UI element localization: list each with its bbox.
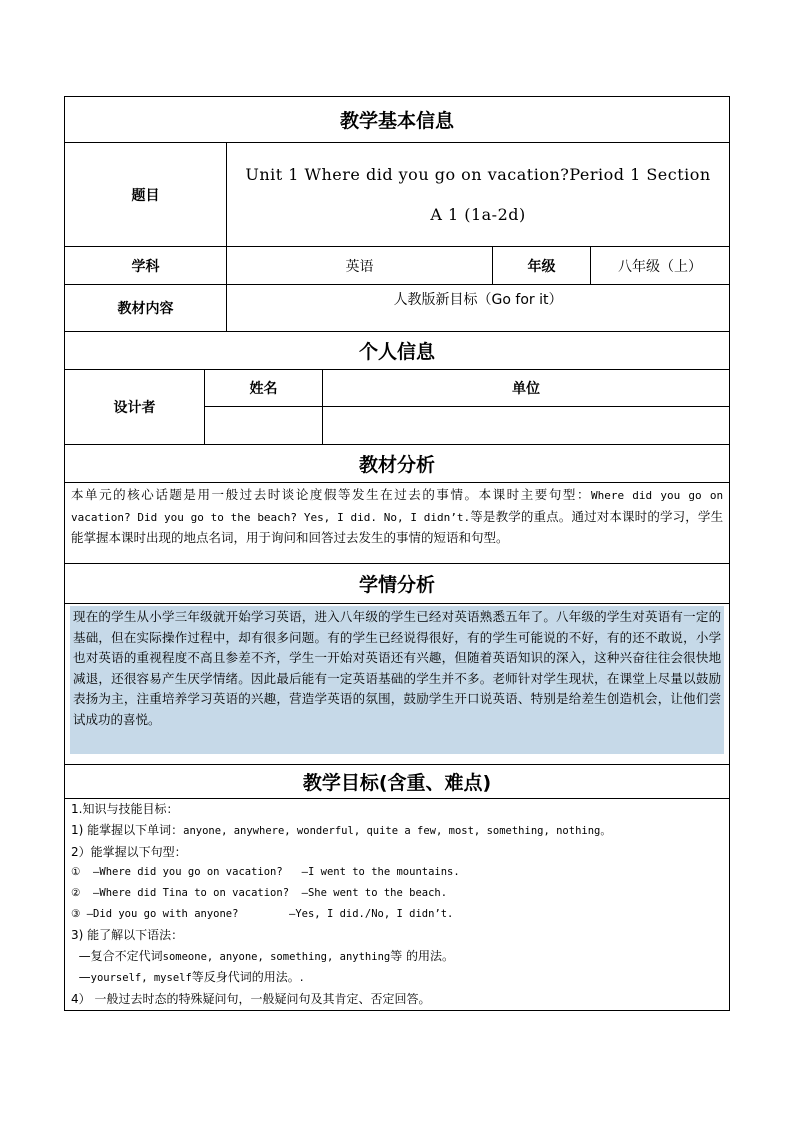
unit-value [323,407,730,445]
teaching-goals-heading: 教学目标(含重、难点) [65,765,730,799]
material-analysis-text-c: 等是教学的重点。通过对本课时的学习，学生能掌握本课时出现的地点名词，用于询问和回答过去发生的事情的短语和句型。 [71,508,724,545]
material-analysis-paragraph [65,483,729,553]
lesson-plan-page [64,96,729,1011]
goal-line-6: ③ —Did you go with anyone? —Yes, I did./No, I didn’t. [71,907,454,920]
goal-line-10: 4） 一般过去时态的特殊疑问句，一般疑问句及其肯定、否定回答。 [71,992,431,1007]
goal-line-5: ② —Where did Tina to on vacation? —She went to the beach. [71,887,448,900]
goal-line-8-c: 等 的用法。 [390,948,455,963]
lesson-plan-table [64,96,730,1011]
learner-analysis-paragraph: 现在的学生从小学三年级就开始学习英语，进入八年级的学生已经对英语熟悉五年了。八年级的学生对英语有一定的基础，但在实际操作过程中，却有很多问题。有的学生已经说得很好，有的学生可能说的不好，有的还不敢说，小学也对英语的重视程度不高且参差不齐，学生一开始对英语还有兴趣，但随着英语知识的深入，这种兴奋往往会很快地减退，还很容易产生厌学情绪。因此最后能有一定英语基础的学生并不多。老师针对学生现状，在课堂上尽量以鼓励表扬为主，注重培养学习英语的兴趣，营造学英语的氛围，鼓励学生开口说英语、特别是给差生创造机会，让他们尝试成功的喜悦。 [70,606,724,754]
goal-line-8-a: —复合不定代词 [71,948,163,963]
personal-info-heading: 个人信息 [65,332,730,370]
goal-line-7: 3) 能了解以下语法： [71,927,184,942]
goal-line-2 [71,820,723,842]
grade-label: 年级 [493,247,591,285]
goal-line-8 [71,946,723,968]
subject-label: 学科 [65,247,227,285]
goal-line-9-b: yourself, myself [90,972,192,985]
goal-line-3: 2）能掌握以下句型： [71,844,187,859]
topic-label: 题目 [65,143,227,247]
subject-value: 英语 [227,247,493,285]
grade-value: 八年级（上） [591,247,730,285]
goal-line-9-a: — [71,970,91,985]
teaching-goals-body [65,799,730,1011]
name-value [205,407,323,445]
goal-line-2-label: 1) 能掌握以下单词： [71,822,184,837]
basic-info-heading: 教学基本信息 [65,97,730,143]
goal-line-1: 1.知识与技能目标： [71,802,179,816]
name-label: 姓名 [205,370,323,407]
teaching-goals-list [65,799,729,1010]
material-value: 人教版新目标（Go for it） [227,285,730,332]
material-analysis-body [65,483,730,564]
goal-line-9 [71,967,723,989]
material-label: 教材内容 [65,285,227,332]
goal-line-9-c: 等反身代词的用法。. [191,970,304,985]
material-analysis-heading: 教材分析 [65,445,730,483]
goal-line-4: ① —Where did you go on vacation? —I went to the mountains. [71,866,460,879]
goal-line-8-b: someone, anyone, something, anything [162,950,391,963]
topic-value [227,143,730,247]
learner-analysis-wrap [65,604,729,761]
learner-analysis-heading: 学情分析 [65,564,730,604]
designer-label: 设计者 [65,370,205,445]
material-analysis-sentence-patterns: Where did you go on vacation? Did you go to the beach? Yes, I did. No, I didn’t. [71,489,724,524]
material-analysis-text-a: 本单元的核心话题是用一般过去时谈论度假等发生在过去的事情。本课时主要句型： [71,487,592,502]
unit-label: 单位 [323,370,730,407]
goal-line-2-words: anyone, anywhere, wonderful, quite a few, most, something, nothing。 [183,824,611,837]
topic-line-1: Unit 1 Where did you go on vacation?Period 1 Section [245,164,711,184]
topic-line-2: A 1 (1a-2d) [430,204,526,224]
learner-analysis-body [65,604,730,765]
